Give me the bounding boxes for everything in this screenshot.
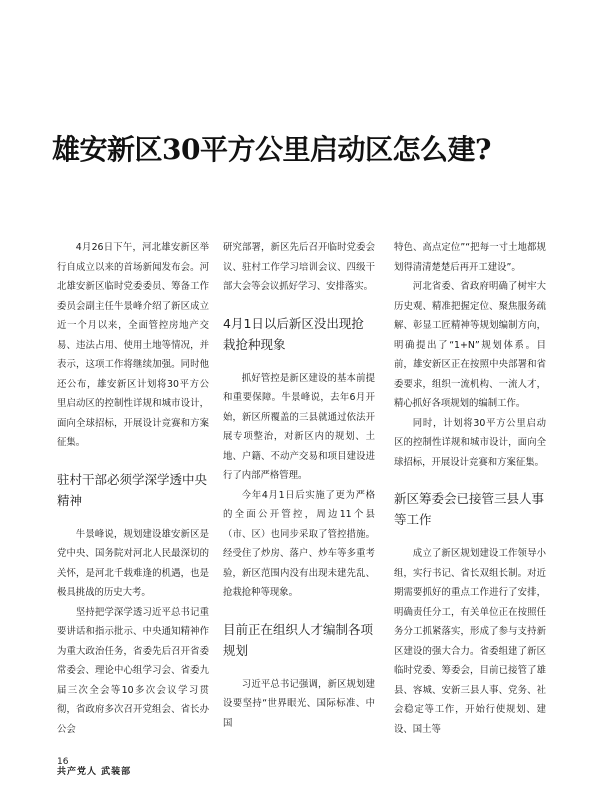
article-column-3 — [394, 238, 546, 739]
magazine-logo: 共产党人 武装部 — [57, 767, 132, 777]
paragraph: 特色、高点定位”“把每一寸土地都规划得清清楚楚后再开工建设”。 — [394, 242, 546, 273]
page-number: 16 — [57, 757, 69, 767]
article-title: 雄安新区30平方公里启动区怎么建? — [52, 133, 491, 166]
paragraph: 同时，计划将30平方公里启动区的控制性详规和城市设计，面向全球招标，开展设计竞赛和方案征集。 — [394, 417, 546, 468]
paragraph: 牛景峰说，规划建设雄安新区是党中央、国务院对河北人民最深切的关怀，是河北千载难逢的机遇，也是极具挑战的历史大考。 — [57, 528, 209, 598]
article-column-2 — [223, 238, 375, 733]
paragraph: 习近平总书记强调，新区规划建设要坚持“世界眼光、国际标准、中国 — [223, 678, 375, 729]
paragraph: 4月26日下午，河北雄安新区举行自成立以来的首场新闻发布会。河北雄安新区临时党委委员、筹备工作委员会副主任牛景峰介绍了新区成立近一个月以来，全面管控房地产交易、违法占用、使用土地等情况，并表示，这项工作将继续加强。同时他还公布，雄安新区计划将30平方公里启动区的控制性详规和城市设计，面向全球招标，开展设计竞赛和方案征集。 — [57, 242, 209, 448]
article-column-1 — [57, 238, 209, 739]
paragraph: 坚持把学深学透习近平总书记重要讲话和指示批示、中央通知精神作为重大政治任务，省委先后召开省委常委会、理论中心组学习会、省委九届三次全会等10多次会议学习贯彻，省政府多次召开党组会、省长办公会 — [57, 606, 209, 735]
page-footer — [57, 757, 131, 777]
section-heading: 驻村干部必须学深学透中央精神 — [57, 471, 208, 508]
paragraph: 今年4月1日后实施了更为严格的全面公开管控，周边11个县（市、区）也同步采取了管控措施。经受住了炒房、落户、炒车等多重考验，新区范围内没有出现未建先乱、抢栽抢种等现象。 — [223, 489, 375, 598]
paragraph: 抓好管控是新区建设的基本前提和重要保障。牛景峰说，去年6月开始，新区所覆盖的三县就通过依法开展专项整治，对新区内的规划、土地、户籍、不动产交易和项目建设进行了内部严格管理。 — [223, 372, 375, 481]
paragraph: 研究部署，新区先后召开临时党委会议、驻村工作学习培训会议、四级干部大会等会议抓好学习、安排落实。 — [223, 242, 375, 292]
section-heading: 4月1日以后新区没出现抢栽抢种现象 — [223, 315, 364, 352]
paragraph: 河北省委、省政府明确了树牢大历史观、精准把握定位、聚焦服务疏解、彰显工匠精神等规划编制方向，明确提出了“1+N”规划体系。目前，雄安新区正在按照中央部署和省委要求，组织一流机构、一流人才，精心抓好各项规划的编制工作。 — [394, 281, 546, 409]
section-heading: 目前正在组织人才编制各项规划 — [223, 621, 374, 658]
paragraph: 成立了新区规划建设工作领导小组，实行书记、省长双组长制。对近期需要抓好的重点工作进行了安排，明确责任分工，有关单位正在按照任务分工抓紧落实，形成了参与支持新区建设的强大合力。省委组建了新区临时党委、筹委会，目前已接管了雄县、容城、安新三县人事、党务、社会稳定等工作，开始行使规划、建设、国土等 — [394, 548, 546, 735]
section-heading: 新区筹委会已接管三县人事等工作 — [394, 491, 545, 527]
